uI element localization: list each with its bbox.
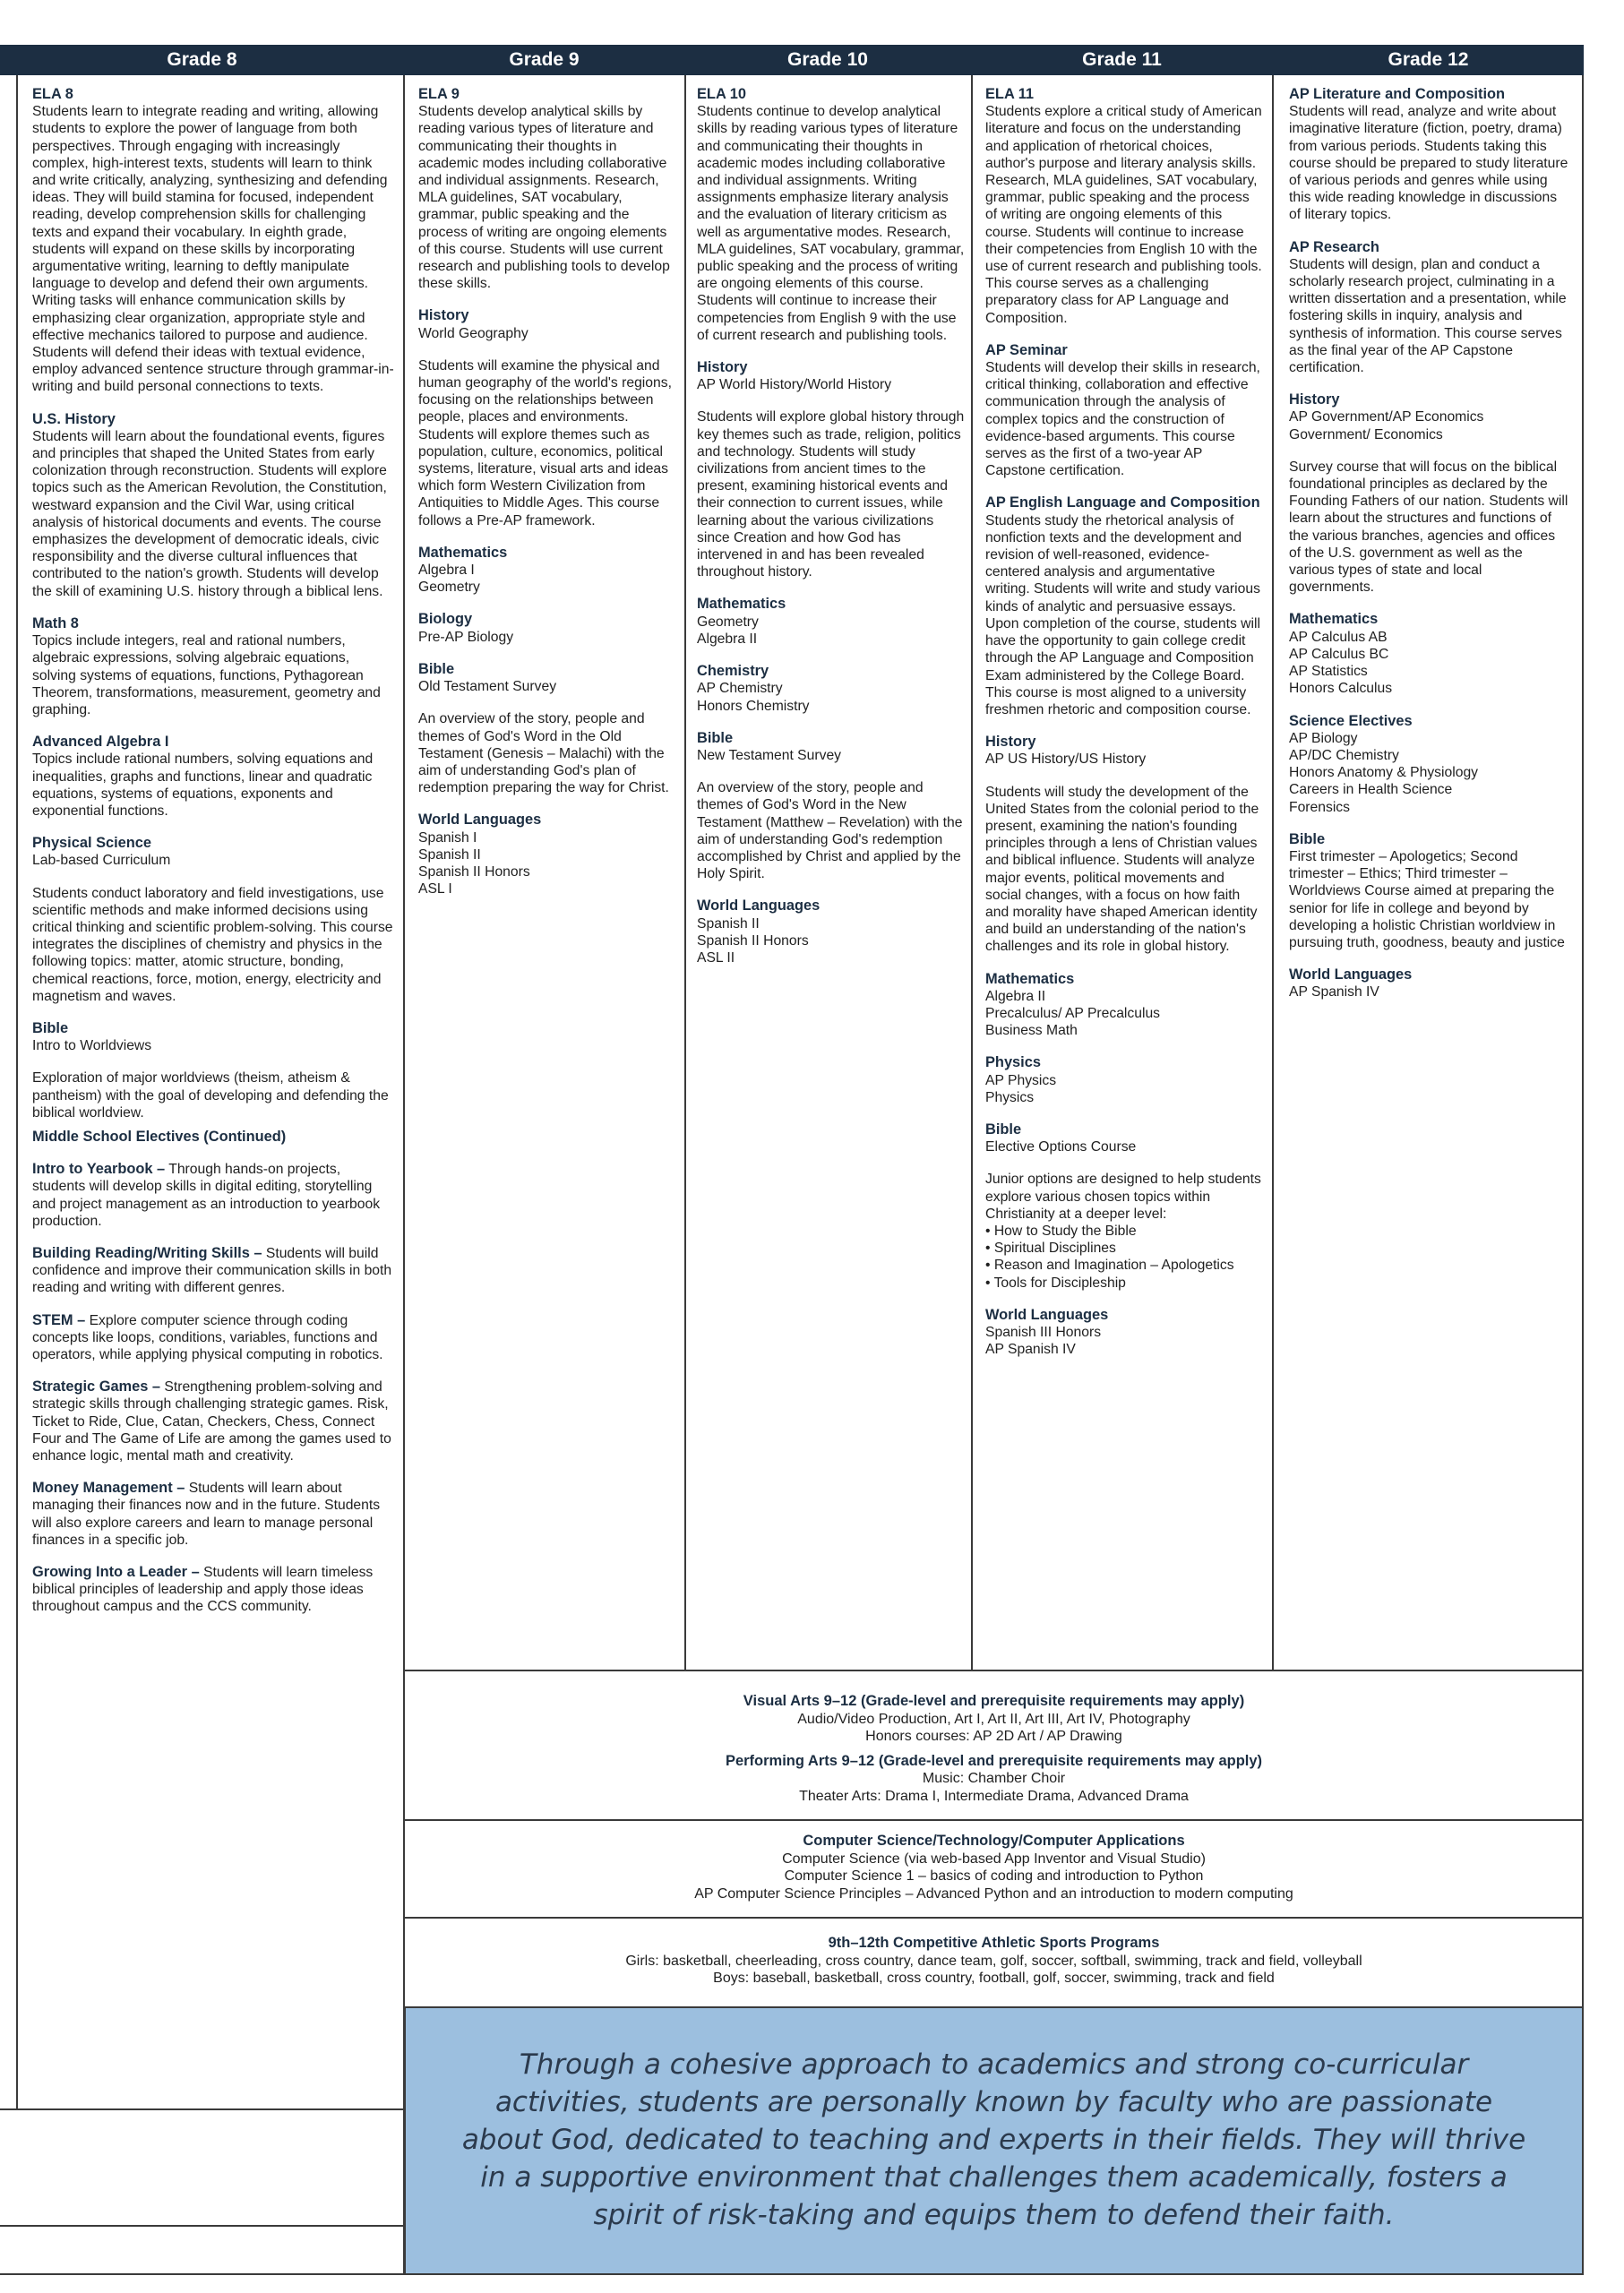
elective-title: Money Management –: [32, 1480, 185, 1497]
course-title: Physics: [985, 1054, 1041, 1071]
computer-title: Computer Science/Technology/Computer Applications: [803, 1833, 1185, 1849]
course-option: Honors Calculus: [1289, 681, 1393, 697]
course-languages-12: [1289, 966, 1568, 1001]
grade-12-column: [1289, 86, 1568, 1017]
course-option: Algebra I: [418, 563, 475, 579]
electives-heading: Middle School Electives (Continued): [32, 1128, 287, 1145]
course-languages-9: [418, 812, 678, 897]
course-subtitle: Lab-based Curriculum: [32, 853, 171, 869]
visual-arts-title: Visual Arts 9–12 (Grade-level and prerequisite requirements may apply): [743, 1693, 1245, 1709]
performing-arts-music: Music: Chamber Choir: [922, 1771, 1066, 1786]
course-title: Mathematics: [697, 596, 786, 613]
course-option: Honors Anatomy & Physiology: [1289, 765, 1479, 781]
bullet-item: • Reason and Imagination – Apologetics: [985, 1258, 1234, 1274]
course-math-12: [1289, 611, 1568, 697]
athletics-girls: Girls: basketball, cheerleading, cross country, dance team, golf, soccer, softball, swimming, track and field, volleyball: [625, 1953, 1362, 1969]
course-option: Honors Chemistry: [697, 698, 810, 714]
course-option: Physics: [985, 1089, 1035, 1105]
course-title: History: [418, 307, 469, 324]
column-divider: [684, 75, 686, 1671]
elective-title: Strategic Games –: [32, 1378, 161, 1396]
course-title: History: [985, 734, 1036, 751]
course-title: World Languages: [985, 1306, 1109, 1323]
course-ela-8: [32, 86, 394, 396]
elective-title: STEM –: [32, 1311, 86, 1328]
course-title: Bible: [32, 1019, 69, 1036]
course-description: Students will learn about the foundational events, figures and principles that shaped the United States from early colonization through reconstruction. Students will explore topics such as the American Revolution, the Constitution, westward expansion and the Civil War, using critical analysis of historical documents and events. The course emphasizes the development of democratic ideals, civic responsibility and the diverse cultural influences that contributed to the nation's growth. Students will develop the skill of examining U.S. history through a biblical lens.: [32, 428, 387, 599]
course-bible-12: [1289, 831, 1568, 951]
divider: [0, 2108, 405, 2110]
course-option: AP Calculus BC: [1289, 646, 1389, 662]
course-description: Students learn to integrate reading and writing, allowing students to explore the power of language from both perspectives. Through engaging with increasingly complex, high-interest texts, students will learn to think and write critically, analyzing, synthesizing and defending ideas. They will build stamina for focused, independent reading, develop comprehension skills for challenging texts and expand their vocabulary. In eighth grade, students will expand on these skills by incorporating argumentative writing, learning to deftly manipulate language to develop and defend their own arguments. Writing tasks will enhance communication skills by emphasizing clear organization, appropriate style and effective mechanics tailored to purpose and audience. Students will defend their ideas with textual evidence, employ advanced sentence structure through grammar-in-writing and build personal connections to texts.: [32, 104, 394, 395]
course-option: AP/DC Chemistry: [1289, 747, 1399, 763]
course-description: Students develop analytical skills by reading various types of literature and communicating their thoughts in academic modes including collaborative and individual assignments. Research, MLA guidelines, SAT vocabulary, grammar, public speaking and the process of writing are ongoing elements of this course. Students will use current research and publishing tools to develop these skills.: [418, 104, 670, 292]
grade-8-column: [32, 86, 394, 1631]
elective-description: Strengthening problem-solving and strategic skills through challenging strategic games. Risk, Ticket to Ride, Clue, Catan, Checkers, Chess, Connect Four and The Game of Life are among the games used to enhance logic, mental math and creativity.: [32, 1379, 391, 1464]
course-description: Students continue to develop analytical skills by reading various types of literature and communicating their thoughts in academic modes including collaborative and individual assignments. Writing assignments emphasize literary analysis and the evaluation of literary criticism as well as argumentative modes. Research, MLA guidelines, SAT vocabulary, grammar, public speaking and the process of writing are ongoing elements of this course. Students will continue to increase their competencies from English 9 with the use of current research and publishing tools.: [697, 104, 965, 343]
course-title: ELA 9: [418, 86, 460, 102]
divider: [0, 2225, 405, 2227]
course-title: Math 8: [32, 614, 79, 631]
grade-9-column: [418, 86, 678, 913]
course-history-11: [985, 734, 1263, 955]
course-title: World Languages: [697, 897, 821, 915]
grade-11-heading: Grade 11: [1082, 49, 1162, 70]
course-option: ASL I: [418, 881, 452, 897]
course-description: First trimester – Apologetics; Second trimester – Ethics; Third trimester – Worldviews Course aimed at preparing the senior for life in college and beyond by developing a holistic Christian worldview in pursuing truth, goodness, beauty and justice: [1289, 848, 1565, 950]
course-title: Bible: [1289, 830, 1326, 847]
elective-description: Students will build confidence and improve their communication skills in both reading and writing with different genres.: [32, 1245, 392, 1296]
course-history-9: [418, 307, 678, 528]
course-math-10: [697, 596, 966, 648]
course-bible-8: [32, 1020, 394, 1121]
course-description: An overview of the story, people and themes of God's Word in the Old Testament (Genesis – Malachi) with the aim of understanding God's plan of redemption preparing the way for Christ.: [418, 711, 669, 796]
course-option: Forensics: [1289, 799, 1350, 815]
computer-course: AP Computer Science Principles – Advanced Python and an introduction to modern computing: [694, 1885, 1293, 1902]
course-title: Advanced Algebra I: [32, 734, 169, 751]
course-languages-10: [697, 897, 966, 966]
course-option: Spanish II Honors: [418, 863, 530, 880]
course-title: History: [697, 359, 748, 376]
elective-description: Students will learn about managing their finances now and in the future. Students will also explore careers and learn to manage personal finances in a specific job.: [32, 1481, 381, 1548]
course-option: Business Math: [985, 1023, 1078, 1039]
course-ap-english-language: [985, 494, 1263, 718]
course-title: Biology: [418, 611, 473, 628]
course-option: AP Government/AP Economics: [1289, 409, 1484, 425]
course-description: Junior options are designed to help students explore various chosen topics within Christianity at a deeper level:: [985, 1172, 1261, 1222]
course-us-history: [32, 411, 394, 600]
column-divider: [971, 75, 973, 1671]
elective-money-management: [32, 1480, 394, 1549]
course-option: Spanish II: [697, 915, 760, 932]
course-subtitle: Old Testament Survey: [418, 679, 557, 695]
course-description: Students will read, analyze and write about imaginative literature (fiction, poetry, drama) from various periods. Students taking this course should be prepared to study literature of various periods and genres while using this wide reading knowledge in discussions of literary topics.: [1289, 104, 1568, 223]
bullet-item: • Spiritual Disciplines: [985, 1241, 1116, 1257]
course-title: Bible: [697, 729, 734, 746]
course-description: Students will design, plan and conduct a scholarly research project, culminating in a written dissertation and a presentation, while fostering skills in inquiry, analysis and synthesis of information. This course serves as the final year of the AP Capstone certification.: [1289, 256, 1567, 376]
course-bible-11: [985, 1121, 1263, 1292]
course-title: AP Literature and Composition: [1289, 86, 1506, 102]
course-ela-11: [985, 86, 1263, 327]
computer-course: Computer Science 1 – basics of coding and introduction to Python: [784, 1868, 1204, 1884]
elective-strategic-games: [32, 1378, 394, 1464]
course-ela-10: [697, 86, 966, 344]
course-option: AP Statistics: [1289, 664, 1368, 680]
course-option: ASL II: [697, 949, 735, 966]
elective-leader: [32, 1564, 394, 1616]
elective-title: Building Reading/Writing Skills –: [32, 1244, 262, 1261]
course-option: Geometry: [697, 614, 759, 630]
visual-arts-honors: Honors courses: AP 2D Art / AP Drawing: [865, 1729, 1122, 1744]
course-option: AP Biology: [1289, 730, 1358, 746]
course-description: Topics include rational numbers, solving equations and inequalities, graphs and functions, linear and quadratic equations, systems of equations, exponents and exponential functions.: [32, 751, 374, 819]
elective-description: Through hands-on projects, students will develop skills in digital editing, storytelling and project management as an introduction to yearbook production.: [32, 1162, 381, 1229]
course-bible-10: [697, 730, 966, 883]
grade-8-left-border: [16, 75, 18, 2108]
course-description: Students will explore global history through key themes such as trade, religion, politics and technology. Students will study civilizations from ancient times to the present, examining historical events and their connection to current issues, while learning about the various civilizations since Creation and how God has intervened in and has been revealed throughout history.: [697, 409, 965, 580]
course-option: AP Calculus AB: [1289, 629, 1388, 645]
course-title: Bible: [418, 660, 455, 677]
course-description: Students explore a critical study of American literature and focus on the understanding and application of rhetorical choices, author's purpose and literary analysis skills. Research, MLA guidelines, SAT vocabulary, grammar, public speaking and the process of writing are ongoing elements of this course. Students will continue to increase their competencies from English 10 with the use of current research and publishing tools. This course serves as a challenging preparatory class for AP Language and Composition.: [985, 104, 1262, 326]
athletics-boys: Boys: baseball, basketball, cross country, football, golf, soccer, swimming, track and field: [713, 1971, 1275, 1986]
course-ap-seminar: [985, 342, 1263, 480]
bullet-item: • Tools for Discipleship: [985, 1275, 1126, 1291]
course-option: Algebra II: [985, 988, 1046, 1004]
course-description: Students conduct laboratory and field investigations, use scientific methods and make informed decisions using critical thinking and scientific problem-solving. This course integrates the disciplines of chemistry and physics in the following topics: matter, atomic structure, bonding, chemical reactions, force, motion, energy, electricity and magnetism and waves.: [32, 885, 393, 1004]
grade-header-bar: [0, 45, 1584, 75]
course-subtitle: AP World History/World History: [697, 377, 892, 393]
course-history-10: [697, 359, 966, 580]
course-physics-11: [985, 1054, 1263, 1106]
quote-box: [404, 2006, 1584, 2275]
course-subtitle: Intro to Worldviews: [32, 1038, 152, 1054]
mission-quote: Through a cohesive approach to academics and strong co-curricular activities, students are personally known by faculty who are passionate about God, dedicated to teaching and experts in their fields. They will thrive in a supportive environment that challenges them academically, fosters a spirit of risk-taking and equips them to defend their faith.: [461, 2048, 1526, 2231]
course-subtitle: AP US History/US History: [985, 751, 1147, 768]
course-title: AP Seminar: [985, 341, 1068, 358]
course-physical-science: [32, 835, 394, 1005]
elective-description: Students will learn timeless biblical principles of leadership and apply those ideas throughout campus and the CCS community.: [32, 1565, 374, 1615]
course-title: AP English Language and Composition: [985, 494, 1260, 511]
course-subtitle: Elective Options Course: [985, 1139, 1137, 1155]
course-languages-11: [985, 1307, 1263, 1359]
course-title: Mathematics: [418, 544, 508, 561]
divider: [0, 2273, 405, 2275]
course-title: History: [1289, 391, 1340, 408]
elective-description: Explore computer science through coding concepts like loops, conditions, variables, functions and operators, while applying physical computing in robotics.: [32, 1312, 383, 1362]
arts-section: [404, 1693, 1584, 1805]
course-title: Mathematics: [1289, 611, 1379, 628]
course-option: AP Physics: [985, 1072, 1057, 1088]
computer-course: Computer Science (via web-based App Inventor and Visual Studio): [782, 1851, 1206, 1867]
course-description: Students will study the development of the United States from the colonial period to the present, examining the nation's founding principles through a lens of Christian values and biblical influence. Students will analyze major events, political movements and social changes, with a focus on how faith and morality have shaped American identity and build an understanding of the nation's challenges and its role in global history.: [985, 784, 1259, 955]
course-option: AP Spanish IV: [985, 1342, 1076, 1358]
course-option: Spanish III Honors: [985, 1325, 1102, 1340]
course-math-8: [32, 615, 394, 718]
course-ap-research: [1289, 239, 1568, 377]
course-description: Students will develop their skills in research, critical thinking, collaboration and effective communication through the analysis of complex topics and the construction of evidence-based arguments. This course serves as the first of a two-year AP Capstone certification.: [985, 360, 1260, 479]
course-title: World Languages: [418, 812, 542, 829]
course-title: Physical Science: [32, 835, 152, 852]
course-title: AP Research: [1289, 238, 1379, 255]
course-option: Algebra II: [697, 631, 758, 647]
course-option: Careers in Health Science: [1289, 782, 1453, 798]
course-option: Pre-AP Biology: [418, 629, 514, 645]
grade-12-heading: Grade 12: [1388, 49, 1469, 70]
performing-arts-title: Performing Arts 9–12 (Grade-level and prerequisite requirements may apply): [725, 1752, 1263, 1769]
athletics-title: 9th–12th Competitive Athletic Sports Programs: [828, 1935, 1160, 1951]
performing-arts-theater: Theater Arts: Drama I, Intermediate Drama, Advanced Drama: [799, 1788, 1189, 1804]
course-subtitle: World Geography: [418, 325, 528, 341]
course-option: Precalculus/ AP Precalculus: [985, 1005, 1161, 1021]
course-title: Bible: [985, 1121, 1022, 1138]
course-math-9: [418, 545, 678, 597]
course-option: Government/ Economics: [1289, 426, 1443, 442]
course-chemistry-10: [697, 663, 966, 715]
course-description: Students study the rhetorical analysis of nonfiction texts and the development and revision of well-reasoned, evidence-centered analysis and argumentative writing. Students will write and study various kinds of analytic and persuasive essays. Upon completion of the course, students will have the opportunity to gain college credit through the AP Language and Composition Exam administered by the College Board. This course is most aligned to a university freshmen rhetoric and composition course.: [985, 512, 1260, 717]
course-advanced-algebra: [32, 734, 394, 820]
divider: [404, 1670, 1584, 1671]
elective-title: Growing Into a Leader –: [32, 1564, 200, 1581]
course-option: Geometry: [418, 580, 480, 596]
course-title: World Languages: [1289, 966, 1413, 983]
course-option: AP Chemistry: [697, 681, 783, 697]
elective-title: Intro to Yearbook –: [32, 1161, 166, 1178]
course-title: U.S. History: [32, 410, 116, 427]
course-biology-9: [418, 611, 678, 645]
elective-yearbook: [32, 1161, 394, 1230]
course-option: AP Spanish IV: [1289, 984, 1379, 1001]
computer-section: [404, 1833, 1584, 1902]
grade-11-column: [985, 86, 1263, 1373]
course-title: ELA 11: [985, 86, 1035, 102]
course-option: Spanish II: [418, 846, 481, 863]
course-description: Topics include integers, real and rational numbers, algebraic expressions, solving algebraic equations, solving systems of equations, functions, Pythagorean Theorem, transformations, measurement, geometry and graphing.: [32, 633, 381, 717]
course-history-12: [1289, 391, 1568, 596]
divider: [404, 1819, 1584, 1821]
course-title: Chemistry: [697, 663, 769, 680]
grade-9-heading: Grade 9: [509, 49, 580, 70]
course-title: Mathematics: [985, 970, 1075, 987]
course-description: Survey course that will focus on the biblical foundational principles as declared by the Founding Fathers of our nation. Students will learn about the structures and functions of the various branches, agencies and offices of the U.S. government as well as the various types of state and local governments.: [1289, 459, 1568, 596]
course-subtitle: New Testament Survey: [697, 747, 842, 763]
column-divider: [1272, 75, 1274, 1671]
course-title: ELA 10: [697, 86, 746, 102]
course-bible-9: [418, 661, 678, 796]
grade-8-heading: Grade 8: [167, 49, 237, 70]
course-title: ELA 8: [32, 86, 73, 102]
course-math-11: [985, 971, 1263, 1040]
visual-arts-courses: Audio/Video Production, Art I, Art II, Art III, Art IV, Photography: [797, 1711, 1190, 1727]
course-science-electives: [1289, 713, 1568, 816]
athletics-section: [404, 1935, 1584, 1988]
elective-reading-writing: [32, 1245, 394, 1297]
course-description: Exploration of major worldviews (theism, atheism & pantheism) with the goal of developing and defending the biblical worldview.: [32, 1070, 389, 1121]
grade-10-heading: Grade 10: [787, 49, 868, 70]
grade-10-column: [697, 86, 966, 982]
elective-stem: [32, 1312, 394, 1364]
divider: [404, 1917, 1584, 1919]
course-option: Spanish I: [418, 829, 477, 846]
course-description: An overview of the story, people and themes of God's Word in the New Testament (Matthew – Revelation) with the aim of understanding God's redemption accomplished by Christ and applied by the Holy Spirit.: [697, 780, 963, 882]
bullet-item: • How to Study the Bible: [985, 1223, 1137, 1239]
course-title: Science Electives: [1289, 712, 1413, 729]
course-ap-literature: [1289, 86, 1568, 224]
course-option: Spanish II Honors: [697, 932, 809, 949]
course-description: Students will examine the physical and human geography of the world's regions, focusing on the relationships between people, places and environments. Students will explore themes such as population, culture, economics, political systems, literature, visual arts and ideas which form Western Civilization from Antiquities to Middle Ages. This course follows a Pre-AP framework.: [418, 357, 672, 528]
course-ela-9: [418, 86, 678, 292]
